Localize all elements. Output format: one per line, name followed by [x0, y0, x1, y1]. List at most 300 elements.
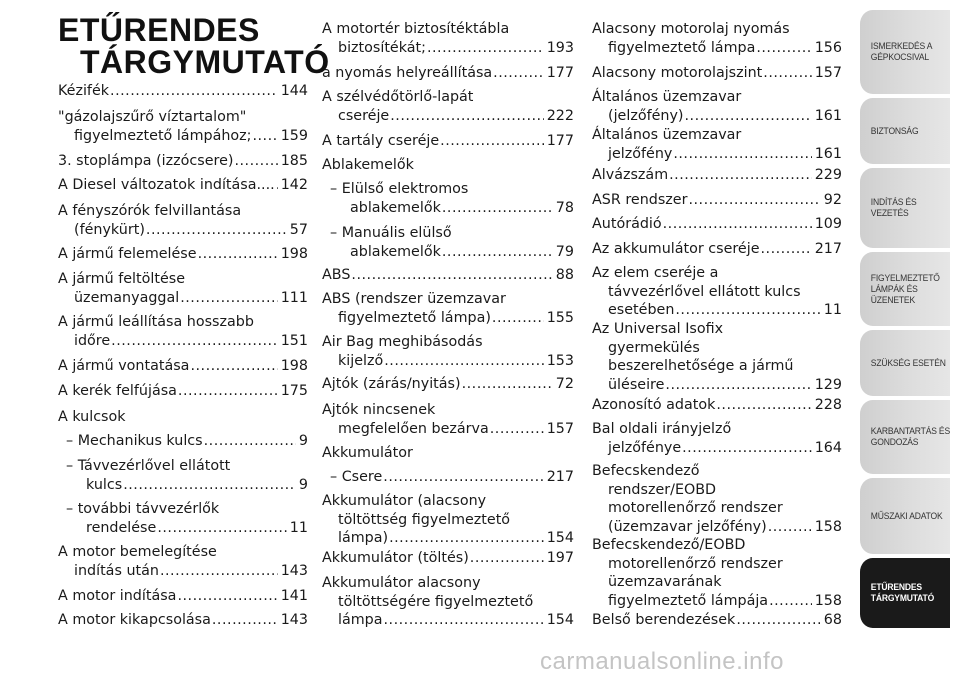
index-entry — [322, 64, 574, 83]
page-number: 198 — [280, 358, 308, 374]
index-entry-text: Alacsony motorolajszint — [592, 65, 763, 81]
index-entry-line — [322, 20, 574, 39]
page-title — [58, 12, 330, 80]
index-entry — [592, 215, 842, 234]
index-entry-text: A fényszórók felvillantása — [58, 203, 242, 219]
index-entry-line — [58, 270, 308, 289]
index-entry-line — [58, 108, 308, 127]
index-entry-text: ABS — [322, 267, 351, 283]
index-entry — [592, 320, 842, 394]
dot-leader — [688, 191, 820, 210]
chapter-tab-label: KARBANTARTÁS ÉS — [870, 426, 950, 437]
dot-leader — [440, 132, 544, 151]
page-number: 143 — [280, 612, 308, 628]
index-entry — [322, 574, 574, 630]
index-entry-text: motorellenőrző rendszer — [608, 500, 783, 516]
chapter-tab[interactable] — [860, 98, 950, 164]
page-title-line2: TÁRGYMUTATÓ — [80, 44, 330, 80]
index-entry — [592, 396, 842, 415]
dot-leader — [427, 39, 544, 58]
index-entry-line — [322, 574, 574, 593]
index-entry — [322, 132, 574, 151]
index-entry-text: lámpa — [338, 612, 383, 628]
index-entry-text: figyelmeztető lámpa — [608, 39, 756, 56]
chapter-tab[interactable] — [860, 400, 950, 474]
index-entry-text: kulcs — [86, 476, 123, 493]
index-entry-text: A jármű feltöltése — [58, 271, 185, 287]
watermark: carmanualsonline.info — [540, 648, 784, 675]
index-entry — [58, 587, 308, 606]
index-entry-line — [322, 468, 574, 487]
index-entry-line — [592, 145, 842, 164]
index-entry — [58, 543, 308, 580]
index-entry-line — [322, 107, 574, 126]
index-entry — [322, 468, 574, 487]
dot-leader — [663, 215, 812, 234]
page-number: 228 — [814, 397, 842, 413]
chapter-tab-label: ETŰRENDES — [870, 582, 922, 593]
dot-leader — [756, 39, 811, 58]
index-entry-text: esetében — [608, 302, 675, 318]
index-entry-line — [58, 221, 308, 240]
page-number: 109 — [814, 216, 842, 232]
chapter-tab-label: TÁRGYMUTATÓ — [870, 593, 935, 604]
index-entry-line — [58, 382, 308, 401]
chapter-tab-label: GONDOZÁS — [870, 437, 919, 448]
index-entry-line — [592, 376, 842, 395]
page-number: 193 — [546, 39, 574, 56]
index-entry-line — [592, 126, 842, 145]
index-entry-line — [592, 264, 842, 283]
dot-leader — [180, 289, 277, 308]
index-entry-text: Akkumulátor — [322, 445, 413, 461]
index-entry-text: – Távvezérlővel ellátott — [66, 458, 231, 474]
index-entry — [58, 611, 308, 630]
index-entry-text: A motor kikapcsolása — [58, 612, 211, 628]
index-entry — [592, 126, 842, 163]
index-entry-line — [592, 499, 842, 518]
dot-leader — [736, 611, 820, 630]
dot-leader — [252, 127, 277, 146]
page-number: 164 — [814, 439, 842, 456]
dot-leader — [390, 107, 543, 126]
chapter-tab-label: BIZTONSÁG — [870, 125, 919, 137]
index-entry-text: ablakemelők — [350, 243, 441, 260]
index-entry — [58, 357, 308, 376]
index-entry-line — [58, 82, 308, 101]
index-entry — [592, 462, 842, 536]
index-entry-text: ASR rendszer — [592, 192, 688, 208]
index-entry-text: üléseire — [608, 376, 665, 393]
dot-leader — [123, 476, 296, 495]
index-entry — [322, 375, 574, 394]
index-entry-text: A motortér biztosítéktábla — [322, 21, 510, 37]
dot-leader — [177, 587, 277, 606]
dot-leader — [160, 562, 278, 581]
index-entry — [592, 166, 842, 185]
index-entry-text: megfelelően bezárva — [338, 420, 489, 437]
index-entry-text: Az elem cseréje a — [592, 265, 719, 281]
index-entry — [322, 401, 574, 438]
index-entry — [58, 408, 308, 427]
index-entry-line — [322, 243, 574, 262]
index-entry-text: A motor bemelegítése — [58, 544, 217, 560]
index-entry-text: – Manuális elülső — [330, 225, 452, 241]
page-number: 155 — [546, 309, 574, 326]
page-number: 158 — [814, 592, 842, 609]
dot-leader — [673, 145, 811, 164]
index-entry-line — [58, 202, 308, 221]
page-number: 143 — [280, 562, 308, 579]
index-entry-text: Bal oldali irányjelző — [592, 421, 732, 437]
dot-leader — [763, 64, 811, 83]
dot-leader — [675, 301, 820, 320]
index-entry-text: üzemzavarának — [608, 574, 722, 590]
index-entry — [322, 180, 574, 217]
index-entry — [592, 240, 842, 259]
index-entry — [322, 156, 574, 175]
chapter-tab[interactable] — [860, 478, 950, 554]
dot-leader — [682, 439, 812, 458]
index-entry — [58, 245, 308, 264]
chapter-tab-label: ÜZENETEK — [870, 294, 915, 306]
index-entry-line — [592, 191, 842, 210]
index-entry — [58, 202, 308, 239]
page-number: 154 — [546, 612, 574, 628]
index-entry-line — [322, 88, 574, 107]
index-entry-text: lámpa) — [338, 530, 389, 546]
index-entry-text: Ajtók nincsenek — [322, 402, 436, 418]
index-entry-line — [322, 180, 574, 199]
index-entry-line — [592, 396, 842, 415]
index-entry-text: A jármű leállítása hosszabb — [58, 314, 254, 330]
dot-leader — [204, 432, 296, 451]
page-number: 154 — [546, 530, 574, 546]
index-entry-text: Air Bag meghibásodás — [322, 334, 483, 350]
index-entry-line — [322, 511, 574, 530]
index-entry — [58, 108, 308, 145]
dot-leader — [276, 176, 278, 195]
index-entry — [58, 152, 308, 171]
index-entry-line — [592, 555, 842, 574]
index-entry-line — [592, 518, 842, 537]
index-entry-text: A Diesel változatok indítása.... — [58, 177, 275, 193]
page-number: 217 — [546, 469, 574, 485]
index-entry-line — [58, 152, 308, 171]
index-entry-line — [322, 156, 574, 175]
index-entry-text: – Mechanikus kulcs — [66, 433, 203, 449]
index-entry — [592, 536, 842, 610]
dot-leader — [716, 396, 811, 415]
index-entry-text: jelzőfény — [608, 145, 673, 162]
page-number: 175 — [280, 383, 308, 399]
chapter-tab-label: FIGYELMEZTETŐ — [870, 272, 940, 284]
index-entry-line — [592, 88, 842, 107]
index-entry — [58, 82, 308, 101]
index-entry — [592, 420, 842, 457]
index-entry-text: Akkumulátor (alacsony — [322, 493, 487, 509]
page-number: 11 — [823, 302, 842, 318]
index-entry-text: kijelző — [338, 352, 384, 369]
page-number: 217 — [814, 241, 842, 257]
index-entry-line — [58, 432, 308, 451]
index-entry-text: időre — [74, 332, 111, 349]
index-entry-line — [592, 420, 842, 439]
index-entry-text: (üzemzavar jelzőfény) — [608, 518, 767, 535]
page-number: 185 — [280, 153, 308, 169]
dot-leader — [384, 352, 543, 371]
index-entry — [592, 264, 842, 320]
page-number: 129 — [814, 376, 842, 393]
page-number: 111 — [280, 289, 308, 306]
index-entry-line — [592, 320, 842, 339]
dot-leader — [761, 240, 812, 259]
index-entry-text: A motor indítása — [58, 588, 177, 604]
index-entry-line — [58, 543, 308, 562]
dot-leader — [492, 309, 544, 328]
dot-leader — [442, 243, 553, 262]
dot-leader — [110, 82, 278, 101]
dot-leader — [351, 266, 552, 285]
index-entry-text: Általános üzemzavar — [592, 89, 742, 105]
index-entry-line — [592, 301, 842, 320]
index-entry-text: biztosítékát; — [338, 39, 426, 56]
index-entry-line — [58, 332, 308, 351]
index-entry-line — [58, 289, 308, 308]
page-number: 156 — [814, 39, 842, 56]
dot-leader — [685, 107, 812, 126]
dot-leader — [493, 64, 544, 83]
dot-leader — [212, 611, 278, 630]
index-entry-line — [322, 420, 574, 439]
index-entry-text: A kulcsok — [58, 409, 126, 425]
dot-leader — [178, 382, 278, 401]
index-entry — [58, 382, 308, 401]
index-entry-text: A jármű felemelése — [58, 246, 197, 262]
index-entry-line — [592, 481, 842, 500]
page-number: 144 — [280, 83, 308, 99]
page-number: 151 — [280, 332, 308, 349]
index-entry-line — [58, 587, 308, 606]
index-entry-text: Alvázszám — [592, 167, 669, 183]
dot-leader — [384, 611, 544, 630]
index-entry-text: Az Universal Isofix — [592, 321, 724, 337]
chapter-tab[interactable] — [860, 558, 950, 628]
index-entry-text: Befecskendező/EOBD — [592, 537, 746, 553]
dot-leader — [157, 519, 286, 538]
index-entry — [592, 20, 842, 57]
dot-leader — [190, 357, 277, 376]
page-number: 92 — [823, 192, 842, 208]
index-entry-text: A szélvédőtörlő-lapát — [322, 89, 474, 105]
index-entry-text: ABS (rendszer üzemzavar — [322, 291, 506, 307]
index-entry-line — [592, 357, 842, 376]
page-number: 222 — [546, 107, 574, 124]
index-entry-text: (jelzőfény) — [608, 107, 684, 124]
index-entry-line — [322, 352, 574, 371]
dot-leader — [669, 166, 812, 185]
index-entry-text: rendelése — [86, 519, 157, 536]
page-number: 142 — [280, 177, 308, 193]
index-entry — [322, 492, 574, 548]
index-entry — [322, 444, 574, 463]
index-entry-line — [322, 132, 574, 151]
index-entry — [592, 611, 842, 630]
index-entry-line — [322, 529, 574, 548]
index-entry — [58, 270, 308, 307]
index-entry-line — [58, 245, 308, 264]
dot-leader — [389, 529, 544, 548]
page-number: 177 — [546, 65, 574, 81]
chapter-tab-label: MŰSZAKI ADATOK — [870, 510, 943, 522]
chapter-tab-label: GÉPKOCSIVAL — [870, 52, 930, 63]
index-entry-line — [58, 313, 308, 332]
index-entry — [592, 191, 842, 210]
index-entry-text: Alacsony motorolaj nyomás — [592, 21, 790, 37]
index-entry-line — [322, 333, 574, 352]
page-title-line1: ETŰRENDES — [58, 12, 260, 48]
index-entry-line — [322, 549, 574, 568]
page-number: 78 — [555, 199, 574, 216]
index-entry-line — [322, 199, 574, 218]
index-entry-line — [322, 39, 574, 58]
chapter-tab-label: INDÍTÁS ÉS VEZETÉS — [870, 197, 917, 219]
index-entry-line — [322, 611, 574, 630]
index-entry — [592, 88, 842, 125]
index-entry-text: töltöttség figyelmeztető — [338, 511, 511, 528]
index-entry-line — [58, 562, 308, 581]
index-entry — [58, 457, 308, 494]
index-entry-line — [58, 127, 308, 146]
page-number: 229 — [814, 167, 842, 183]
index-entry-text: rendszer/EOBD — [608, 481, 717, 498]
index-entry-text: Ajtók (zárás/nyitás) — [322, 376, 461, 392]
index-entry-line — [322, 309, 574, 328]
index-entry-line — [322, 593, 574, 612]
index-entry-line — [322, 401, 574, 420]
page-number: 153 — [546, 352, 574, 369]
page-number: 198 — [280, 246, 308, 262]
index-entry-line — [322, 266, 574, 285]
chapter-tab[interactable] — [860, 330, 950, 396]
index-entry-text: "gázolajszűrő víztartalom" — [58, 109, 247, 125]
index-entry-line — [58, 611, 308, 630]
index-entry — [322, 266, 574, 285]
index-entry-line — [58, 457, 308, 476]
page-number: 161 — [814, 145, 842, 162]
dot-leader — [383, 468, 543, 487]
index-entry — [58, 432, 308, 451]
dot-leader — [442, 199, 553, 218]
dot-leader — [111, 332, 278, 351]
index-entry-line — [322, 444, 574, 463]
index-entry — [592, 64, 842, 83]
index-entry-line — [322, 492, 574, 511]
index-entry-line — [322, 224, 574, 243]
index-entry-line — [592, 240, 842, 259]
page-number: 88 — [555, 267, 574, 283]
index-entry-text: Befecskendező — [592, 463, 700, 479]
index-entry-text: gyermekülés — [608, 339, 700, 356]
dot-leader — [768, 518, 812, 537]
index-entry-text: Ablakemelők — [322, 157, 414, 173]
index-entry-text: figyelmeztető lámpához; — [74, 127, 252, 144]
index-entry-text: A kerék felfújása — [58, 383, 177, 399]
index-entry-text: figyelmeztető lámpája — [608, 592, 769, 609]
index-entry-text: A jármű vontatása — [58, 358, 190, 374]
dot-leader — [490, 420, 544, 439]
index-entry — [322, 224, 574, 261]
index-entry-text: – Csere — [330, 469, 383, 485]
dot-leader — [462, 375, 553, 394]
index-entry-text: beszerelhetősége a jármű — [608, 358, 794, 374]
page-number: 9 — [298, 476, 308, 493]
dot-leader — [146, 221, 287, 240]
index-entry-text: ablakemelők — [350, 199, 441, 216]
index-entry-text: a nyomás helyreállítása — [322, 65, 493, 81]
chapter-tab[interactable] — [860, 252, 950, 326]
index-entry-text: – Elülső elektromos — [330, 181, 469, 197]
index-entry-line — [592, 20, 842, 39]
dot-leader — [665, 376, 811, 395]
index-entry — [58, 176, 308, 195]
index-entry — [322, 333, 574, 370]
index-entry-text: Autórádió — [592, 216, 662, 232]
index-entry — [322, 88, 574, 125]
page-number: 177 — [546, 133, 574, 149]
dot-leader — [234, 152, 277, 171]
page-number: 57 — [289, 221, 308, 238]
index-entry-text: motorellenőrző rendszer — [608, 555, 783, 572]
index-entry-text: cseréje — [338, 107, 390, 124]
dot-leader — [470, 549, 544, 568]
index-entry-line — [592, 573, 842, 592]
index-entry-line — [592, 462, 842, 481]
page-number: 141 — [280, 588, 308, 604]
page-number: 79 — [555, 243, 574, 260]
index-entry-line — [592, 166, 842, 185]
index-entry-text: Akkumulátor alacsony — [322, 575, 481, 591]
index-entry-text: távvezérlővel ellátott kulcs — [608, 283, 801, 300]
chapter-tab[interactable] — [860, 10, 950, 94]
chapter-tab-label: SZÜKSÉG ESETÉN — [870, 357, 946, 369]
page-number: 68 — [823, 612, 842, 628]
page-number: 157 — [546, 420, 574, 437]
index-entry — [58, 313, 308, 350]
index-entry-text: Belső berendezések — [592, 612, 736, 628]
index-entry-line — [58, 176, 308, 195]
dot-leader — [769, 592, 812, 611]
chapter-tab[interactable] — [860, 168, 950, 248]
dot-leader — [198, 245, 278, 264]
index-entry — [322, 549, 574, 568]
chapter-tabs — [860, 0, 960, 678]
index-entry-text: indítás után — [74, 562, 159, 579]
page-number: 72 — [555, 376, 574, 392]
index-entry-text: töltöttségére figyelmeztető — [338, 593, 534, 610]
page-number: 158 — [814, 518, 842, 535]
index-entry-text: 3. stoplámpa (izzócsere) — [58, 153, 234, 169]
index-entry-line — [592, 64, 842, 83]
index-entry-line — [592, 592, 842, 611]
page-number: 159 — [280, 127, 308, 144]
index-entry — [322, 290, 574, 327]
index-entry-line — [58, 519, 308, 538]
index-entry-text: Az akkumulátor cseréje — [592, 241, 760, 257]
index-entry-line — [592, 439, 842, 458]
page-number: 11 — [289, 519, 308, 536]
index-entry-line — [322, 290, 574, 309]
